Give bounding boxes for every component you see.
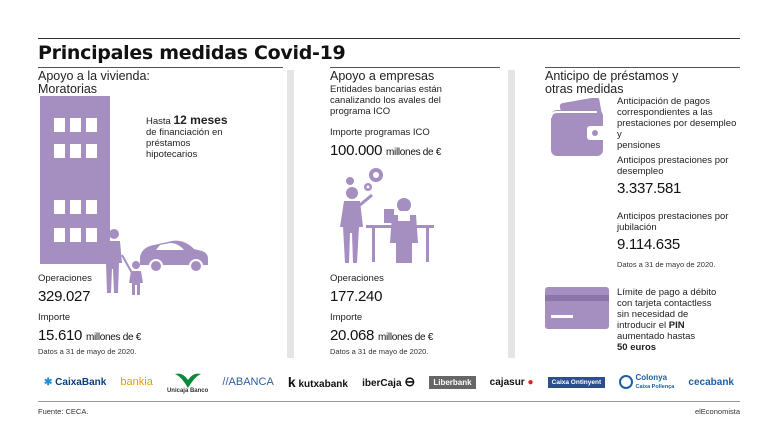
limite-text: Límite de pago a débito con tarjeta contactless sin necesidad de introducir el PIN aumentado hastas 50 euros (617, 287, 717, 353)
ontinyent-logo: Caixa Ontinyent (548, 377, 605, 388)
ico-label: Importe programas ICO (330, 127, 430, 138)
source-note: Fuente: CECA. (38, 407, 89, 416)
kutxabank-logo: k kutxabank (287, 374, 348, 390)
empresas-operaciones-value: 177.240 (330, 288, 383, 305)
desempleo-value: 3.337.581 (617, 180, 682, 197)
anticipacion-text: Anticipación de pagos correspondientes a las prestaciones por desempleo y pensiones (617, 96, 737, 151)
section-title-anticipo: Anticipo de préstamos y otras medidas (545, 69, 679, 96)
page-title: Principales medidas Covid-19 (38, 42, 346, 64)
section-rule (545, 67, 740, 68)
brand-credit: elEconomista (694, 407, 740, 416)
desempleo-label: Anticipos prestaciones por desempleo (617, 155, 729, 177)
top-rule (38, 38, 740, 39)
operaciones-label: Operaciones (38, 273, 92, 284)
caixabank-logo: ✱ CaixaBank (44, 376, 107, 388)
cajasur-logo: cajasur ● (489, 376, 534, 388)
liberbank-logo: Liberbank (429, 376, 475, 389)
wallet-icon (547, 98, 611, 160)
jubilacion-value: 9.114.635 (617, 236, 680, 253)
section-title-empresas: Apoyo a empresas (330, 69, 435, 83)
bottom-rule (38, 401, 740, 402)
jubilacion-label: Anticipos prestaciones por jubilación (617, 211, 729, 233)
credit-card-icon (545, 287, 609, 329)
empresas-description: Entidades bancarias están canalizando los avales del programa ICO (330, 84, 442, 117)
operaciones-value: 329.027 (38, 288, 91, 305)
cecabank-logo: cecabank (688, 376, 734, 388)
colonya-logo: Colonya Caixa Pollença (619, 374, 674, 391)
section-rule (330, 67, 500, 68)
ibercaja-logo: iberCaja ⊖ (362, 374, 416, 389)
anticipo-date-note: Datos a 31 de mayo de 2020. (617, 260, 716, 269)
bank-logos-strip (38, 367, 740, 397)
column-divider (508, 70, 515, 358)
hasta-text: Hasta 12 meses de financiación en préstamos hipotecarios (146, 113, 228, 160)
date-note: Datos a 31 de mayo de 2020. (38, 347, 137, 356)
unicaja-logo: Unicaja Banco (167, 370, 208, 394)
section-title-vivienda: Apoyo a la vivienda: Moratorias (38, 69, 150, 96)
office-illustration (332, 165, 442, 265)
ico-value: 100.000 millones de € (330, 142, 442, 159)
section-rule (38, 67, 283, 68)
abanca-logo: //ABANCA (222, 376, 274, 388)
empresas-operaciones-label: Operaciones (330, 273, 384, 284)
empresas-date-note: Datos a 31 de mayo de 2020. (330, 347, 429, 356)
empresas-importe-label: Importe (330, 312, 363, 323)
bankia-logo: bankia (120, 376, 153, 388)
importe-label: Importe (38, 312, 71, 323)
importe-value: 15.610 millones de € (38, 327, 141, 344)
family-car-illustration (100, 225, 220, 300)
empresas-importe-value: 20.068 millones de € (330, 327, 433, 344)
column-divider (287, 70, 294, 358)
